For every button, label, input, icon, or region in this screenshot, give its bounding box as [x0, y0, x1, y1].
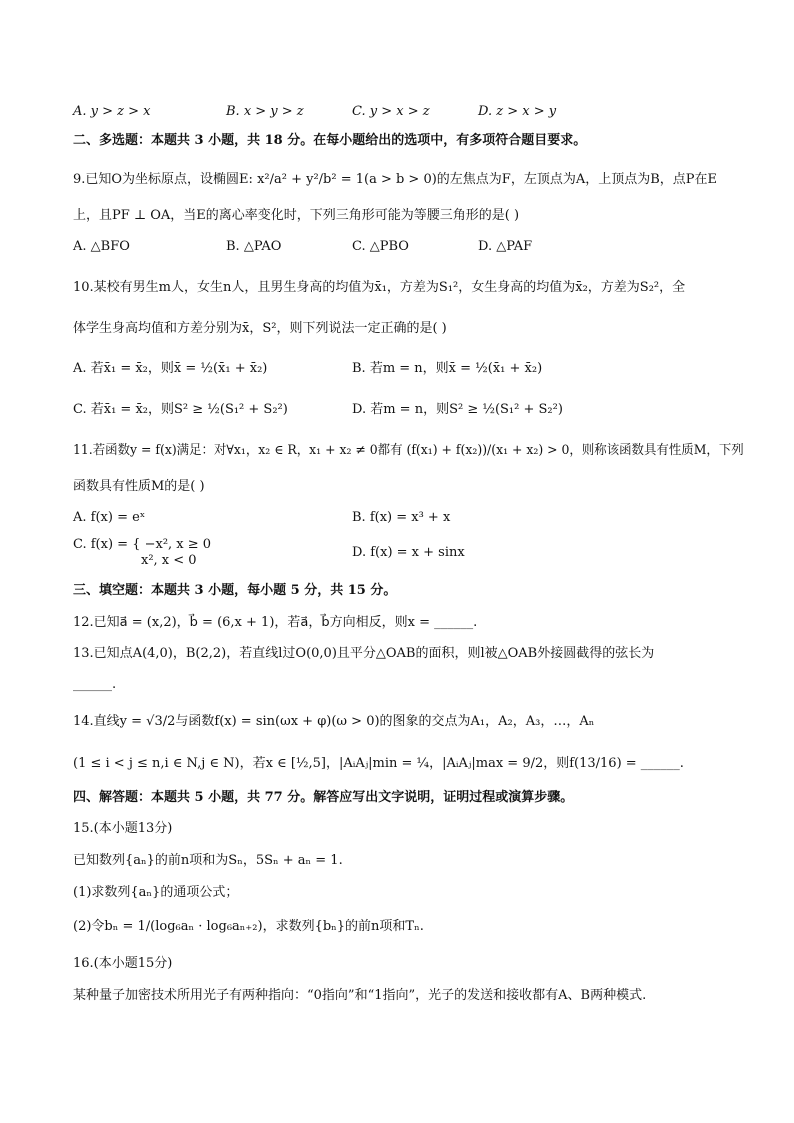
question-15-part-2: (2)令bₙ = 1/(log₆aₙ · log₆aₙ₊₂)，求数列{bₙ}的前n项和Tₙ.: [73, 919, 424, 934]
question-9-option-b: B. △PAO: [226, 239, 282, 254]
section-heading-fill-in: 三、填空题：本题共 3 小题，每小题 5 分，共 15 分。: [73, 583, 397, 598]
section-heading-solutions: 四、解答题：本题共 5 小题，共 77 分。解答应写出文字说明，证明过程或演算步骤。: [73, 790, 574, 805]
question-10-option-d: D. 若m = n，则S² ≥ ½(S₁² + S₂²): [352, 402, 563, 417]
question-11-option-a: A. f(x) = eˣ: [73, 510, 146, 525]
question-9-option-d: D. △PAF: [478, 239, 533, 254]
question-10-line-1: 10.某校有男生m人，女生n人，且男生身高的均值为x̄₁，方差为S₁²，女生身高的均值为x̄₂，方差为S₂²，全: [73, 280, 686, 295]
question-16-line-1: 某种量子加密技术所用光子有两种指向：“0指向”和“1指向”，光子的发送和接收都有A、B两种模式.: [73, 988, 647, 1003]
question-9-line-2: 上，且PF ⊥ OA，当E的离心率变化时，下列三角形可能为等腰三角形的是( ): [73, 208, 520, 223]
option-a: A. y > z > x: [73, 104, 151, 119]
question-12: 12.已知a⃗ = (x,2)，b⃗ = (6,x + 1)，若a⃗，b⃗方向相反，则x = ______.: [73, 615, 478, 630]
option-c: C. y > x > z: [352, 104, 430, 119]
question-11-line-1: 11.若函数y = f(x)满足：对∀x₁，x₂ ∈ R，x₁ + x₂ ≠ 0都有 (f(x₁) + f(x₂))/(x₁ + x₂) > 0，则称该函数具有性质M，下列: [73, 443, 744, 458]
option-d: D. z > x > y: [478, 104, 557, 119]
question-16-title: 16.(本小题15分): [73, 956, 173, 971]
question-13-line-2: ______.: [73, 677, 117, 692]
question-14-line-1: 14.直线y = √3/2与函数f(x) = sin(ωx + φ)(ω > 0)的图象的交点为A₁，A₂，A₃，…，Aₙ: [73, 714, 595, 729]
question-11-option-c-bottom: x², x < 0: [141, 553, 197, 568]
question-11-option-d: D. f(x) = x + sinx: [352, 545, 465, 560]
question-15-part-1: (1)求数列{aₙ}的通项公式；: [73, 885, 239, 900]
question-14-line-2: (1 ≤ i < j ≤ n,i ∈ N,j ∈ N)，若x ∈ [½,5]，|AᵢAⱼ|min = ¼，|AᵢAⱼ|max = 9/2，则f(13/16) = ______.: [73, 756, 684, 771]
question-10-option-c: C. 若x̄₁ = x̄₂，则S² ≥ ½(S₁² + S₂²): [73, 402, 288, 417]
question-15-line-1: 已知数列{aₙ}的前n项和为Sₙ，5Sₙ + aₙ = 1.: [73, 853, 343, 868]
option-b: B. x > y > z: [226, 104, 304, 119]
question-10-line-2: 体学生身高均值和方差分别为x̄，S²，则下列说法一定正确的是( ): [73, 321, 447, 336]
section-heading-multiple-choice: 二、多选题：本题共 3 小题，共 18 分。在每小题给出的选项中，有多项符合题目要求。: [73, 133, 587, 148]
question-9-line-1: 9.已知O为坐标原点，设椭圆E: x²/a² + y²/b² = 1(a > b > 0)的左焦点为F，左顶点为A，上顶点为B，点P在E: [73, 172, 718, 187]
question-11-line-2: 函数具有性质M的是( ): [73, 479, 205, 494]
question-10-option-b: B. 若m = n，则x̄ = ½(x̄₁ + x̄₂): [352, 361, 543, 376]
question-9-option-a: A. △BFO: [73, 239, 130, 254]
question-15-title: 15.(本小题13分): [73, 821, 173, 836]
question-13-line-1: 13.已知点A(4,0)，B(2,2)，若直线l过O(0,0)且平分△OAB的面积，则l被△OAB外接圆截得的弦长为: [73, 646, 655, 661]
question-9-option-c: C. △PBO: [352, 239, 409, 254]
question-10-option-a: A. 若x̄₁ = x̄₂，则x̄ = ½(x̄₁ + x̄₂): [73, 361, 268, 376]
question-11-option-c-top: C. f(x) = { −x², x ≥ 0: [73, 537, 212, 552]
question-11-option-b: B. f(x) = x³ + x: [352, 510, 451, 525]
